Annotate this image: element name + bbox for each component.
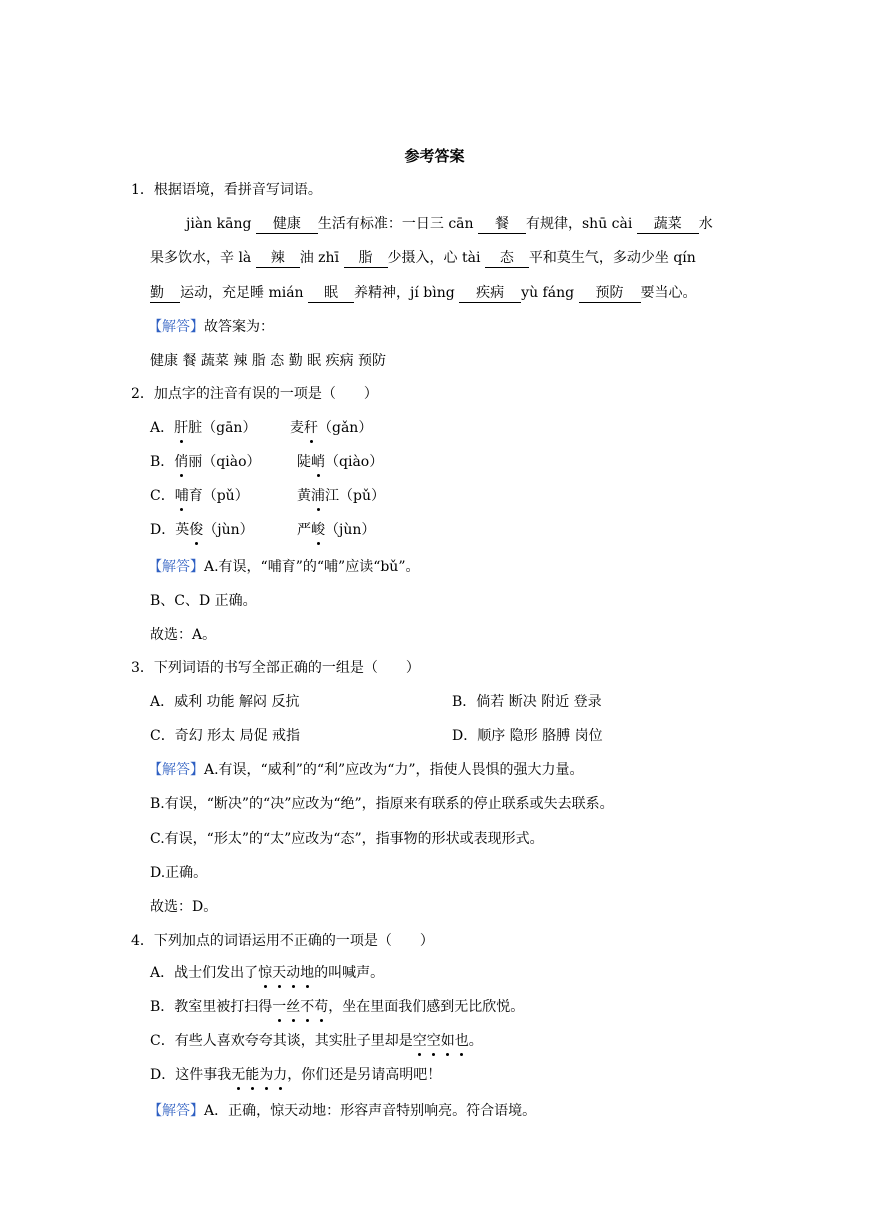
- q2-option-c-word-2: [297, 486, 385, 506]
- option-text: 麦: [290, 420, 304, 436]
- option-text: （qiào）: [325, 454, 384, 470]
- option-text: 江（pǔ）: [325, 488, 385, 504]
- option-text: ，你们还是另请高明吧！: [287, 1067, 442, 1083]
- q4-stem: 4．下列加点的词语运用不正确的一项是（ ）: [131, 933, 434, 949]
- solution-tag: 【解答】: [148, 762, 204, 778]
- q4-solution: [148, 1101, 536, 1121]
- solution-tag: 【解答】: [148, 1103, 204, 1119]
- q3-solution-line-3: C.有误，“形太”的“太”应改为“态”，指事物的形状或表现形式。: [150, 831, 544, 847]
- q1-l3-text-a: 运动，充足睡 mián: [180, 285, 309, 301]
- q1-answer-blank: 预防: [579, 284, 641, 303]
- q1-answer-blank: 辣: [256, 249, 300, 268]
- dotted-char: 苟: [314, 999, 329, 1015]
- q3-option-c: C．奇幻 形太 局促 戒指: [150, 728, 301, 744]
- q4-option-d: [150, 1065, 441, 1085]
- q1-answer-blank: 眠: [308, 284, 354, 303]
- q1-answer-blank: 餐: [478, 215, 526, 234]
- q3-solution-line-2: B.有误，“断决”的“决”应改为“绝”，指原来有联系的停止联系或失去联系。: [150, 796, 614, 812]
- q4-option-c: [150, 1031, 483, 1051]
- solution-tag: 【解答】: [148, 559, 204, 575]
- q2-option-b-word-2: [297, 452, 383, 472]
- q3-solution-line-4: D.正确。: [150, 865, 208, 881]
- q2-option-c: [150, 486, 249, 506]
- q3-solution-line-5: 故选：D。: [150, 899, 218, 915]
- option-text: 黄: [297, 488, 311, 504]
- option-label: D．: [150, 522, 176, 538]
- dotted-char: 俊: [189, 522, 204, 538]
- dotted-char: 惊: [258, 965, 273, 981]
- q2-stem: 2．加点字的注音有误的一项是（ ）: [131, 386, 378, 402]
- q3-option-d: D．顺序 隐形 胳膊 岗位: [452, 728, 603, 744]
- dotted-char: 丝: [286, 999, 301, 1015]
- option-text: 英: [175, 522, 190, 538]
- dotted-char: 秆: [304, 420, 318, 436]
- option-text: 陡: [297, 454, 311, 470]
- page-title: 参考答案: [404, 147, 465, 165]
- option-text: 严: [297, 522, 311, 538]
- q1-answers: 健康 餐 蔬菜 辣 脂 态 勤 眠 疾病 预防: [150, 353, 387, 369]
- option-text: （jùn）: [325, 522, 376, 538]
- q2-solution: [148, 557, 419, 577]
- q2-option-d-word-2: [297, 520, 375, 540]
- dotted-char: 肝: [174, 420, 189, 436]
- option-text: 丽（qiào）: [188, 454, 261, 470]
- dotted-char: 地: [300, 965, 315, 981]
- dotted-char: 为: [259, 1067, 274, 1083]
- option-label: C．: [150, 488, 175, 504]
- q1-l2-text-d: 少摄入，心 tài: [387, 250, 485, 266]
- solution-text: A.有误，“威利”的“利”应改为“力”，指使人畏惧的强大力量。: [204, 762, 584, 778]
- dotted-char: 也: [454, 1033, 469, 1049]
- solution-text: 故答案为：: [204, 319, 274, 335]
- q1-l2-text-c: 油 zhī: [299, 250, 344, 266]
- q1-l1-text-d: 有规律，shū cài: [526, 216, 637, 232]
- dotted-char: 一: [272, 999, 287, 1015]
- q1-l3-text-c: 养精神，jí bìng: [354, 285, 460, 301]
- q4-option-b: [150, 997, 524, 1017]
- q1-answer-blank: 蔬菜: [637, 215, 699, 234]
- option-text: 的叫喊声。: [314, 965, 385, 981]
- dotted-char: 动: [286, 965, 301, 981]
- dotted-char: 天: [272, 965, 287, 981]
- q1-l1-text-e: 水: [698, 216, 713, 232]
- q2-option-b: [150, 452, 261, 472]
- dotted-char: 力: [273, 1067, 288, 1083]
- dotted-char: 无: [231, 1067, 246, 1083]
- q3-option-b: B．倘若 断决 附近 登录: [452, 694, 602, 710]
- q1-answer-blank: 脂: [344, 249, 388, 268]
- q2-option-a: [150, 418, 256, 438]
- solution-text: A.有误，“哺育”的“哺”应读“bǔ”。: [204, 559, 420, 575]
- dotted-char: 峭: [311, 454, 325, 470]
- q1-l3-text-d: yù fáng: [521, 285, 579, 301]
- q2-solution-line-2: B、C、D 正确。: [150, 593, 257, 609]
- dotted-char: 不: [300, 999, 315, 1015]
- option-text: A．战士们发出了: [150, 965, 259, 981]
- q3-solution: [148, 760, 584, 780]
- solution-text: A．正确，惊天动地：形容声音特别响亮。符合语境。: [204, 1103, 537, 1119]
- q1-l1-text-c: 生活有标准：一日三 cān: [317, 216, 478, 232]
- q1-l2-text-a: 果多饮水，辛 là: [150, 250, 256, 266]
- q1-answer-blank: 勤: [150, 284, 180, 303]
- option-label: A．: [150, 420, 175, 436]
- q1-line-2: [150, 248, 696, 268]
- q1-stem: 1．根据语境，看拼音写词语。: [131, 182, 322, 198]
- q1-answer-blank: 态: [485, 249, 529, 268]
- option-text: B．教室里被打扫得: [150, 999, 273, 1015]
- dotted-char: 俏: [174, 454, 189, 470]
- option-text: 脏（gān）: [188, 420, 257, 436]
- option-text: D．这件事我: [150, 1067, 232, 1083]
- q1-solution: [148, 317, 274, 337]
- solution-tag: 【解答】: [148, 319, 204, 335]
- q1-line-1: [186, 214, 713, 234]
- q1-line-3: [150, 283, 697, 303]
- q2-solution-line-3: 故选：A。: [150, 627, 217, 643]
- q3-option-a: A．威利 功能 解闷 反抗: [150, 694, 300, 710]
- option-text: （jùn）: [203, 522, 254, 538]
- option-label: B．: [150, 454, 175, 470]
- option-text: 。: [468, 1033, 483, 1049]
- dotted-char: 峻: [311, 522, 325, 538]
- q2-option-d: [150, 520, 254, 540]
- dotted-char: 如: [440, 1033, 455, 1049]
- option-text: ，坐在里面我们感到无比欣悦。: [328, 999, 525, 1015]
- dotted-char: 空: [412, 1033, 427, 1049]
- q2-option-a-word-2: [290, 418, 372, 438]
- dotted-char: 浦: [311, 488, 325, 504]
- q1-l3-text-e: 要当心。: [640, 285, 697, 301]
- q4-option-a: [150, 963, 384, 983]
- option-text: （gǎn）: [318, 420, 373, 436]
- dotted-char: 哺: [174, 488, 189, 504]
- option-text: 育（pǔ）: [188, 488, 249, 504]
- q1-answer-blank: 健康: [256, 215, 318, 234]
- dotted-char: 能: [245, 1067, 260, 1083]
- q1-l2-text-e: 平和莫生气，多动少坐 qín: [528, 250, 696, 266]
- q3-stem: 3．下列词语的书写全部正确的一组是（ ）: [131, 660, 420, 676]
- q1-answer-blank: 疾病: [459, 284, 521, 303]
- option-text: C．有些人喜欢夸夸其谈，其实肚子里却是: [150, 1033, 413, 1049]
- dotted-char: 空: [426, 1033, 441, 1049]
- q1-l1-text-a: jiàn kāng: [186, 216, 256, 232]
